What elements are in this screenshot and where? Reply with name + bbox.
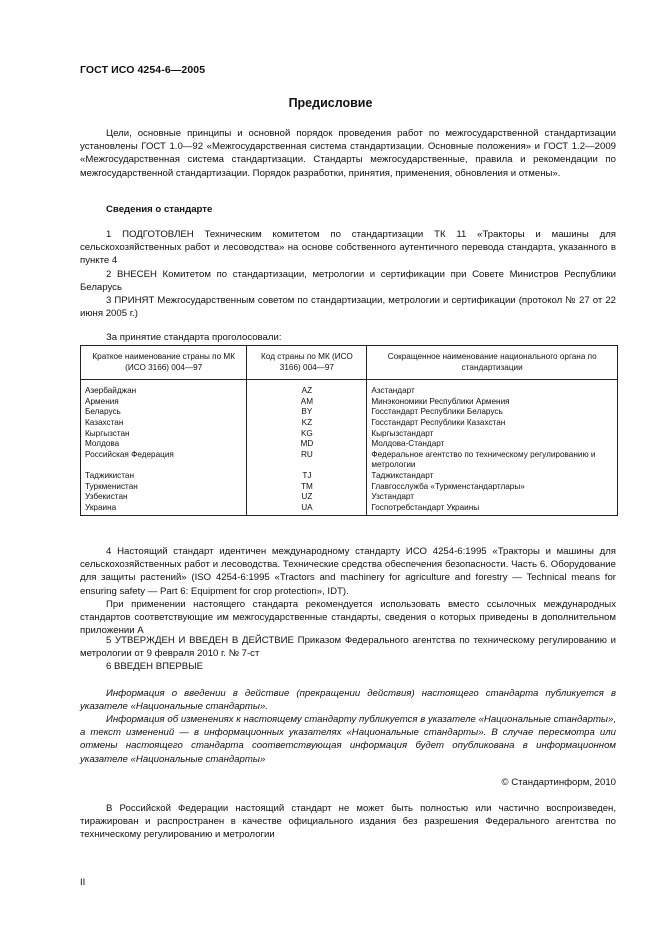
code-cell: UA: [247, 503, 367, 516]
table-row: [81, 503, 618, 516]
header-code: Код страны по МК (ИСО 3166) 004—97: [247, 346, 367, 380]
voting-table: [80, 345, 618, 516]
intro-paragraph: Цели, основные принципы и основной порядок проведения работ по межгосударственной стандартизации установлены ГОСТ 1.0—92 «Межгосударственная система стандартизации. Основные положения» и ГОСТ 1.2—2009 «Межгосударственная система стандартизации. Стандарты межгосударственные, правила и рекомендации по межгосударственной стандартизации. Порядок разработки, принятия, применения, обновления и отмены».: [80, 128, 616, 179]
code-cell: KZ: [247, 418, 367, 429]
org-cell: Азстандарт: [367, 380, 618, 397]
table-row: [81, 471, 618, 482]
item-4-note: При применении настоящего стандарта рекомендуется использовать вместо ссылочных международных стандартов соответствующие им межгосударственные стандарты, сведения о которых приведены в дополнительном приложении А: [80, 599, 616, 637]
code-cell: UZ: [247, 492, 367, 503]
document-code-header: ГОСТ ИСО 4254-6—2005: [80, 64, 206, 76]
table-row: [81, 482, 618, 493]
table-row: [81, 429, 618, 440]
country-cell: Узбекистан: [81, 492, 247, 503]
code-cell: KG: [247, 429, 367, 440]
table-row: [81, 418, 618, 429]
country-cell: Российская Федерация: [81, 450, 247, 471]
code-cell: RU: [247, 450, 367, 471]
copyright: © Стандартинформ, 2010: [501, 777, 616, 788]
org-cell: Госстандарт Республики Беларусь: [367, 407, 618, 418]
org-cell: Узстандарт: [367, 492, 618, 503]
vote-caption: За принятие стандарта проголосовали:: [106, 332, 282, 343]
org-cell: Таджикстандарт: [367, 471, 618, 482]
country-cell: Молдова: [81, 439, 247, 450]
table-row: [81, 407, 618, 418]
item-1: 1 ПОДГОТОВЛЕН Техническим комитетом по стандартизации ТК 11 «Тракторы и машины для сельскохозяйственных работ и лесоводства» на основе собственного аутентичного перевода стандарта, указанного в пункте 4: [80, 229, 616, 267]
code-cell: TJ: [247, 471, 367, 482]
country-cell: Казахстан: [81, 418, 247, 429]
item-3: 3 ПРИНЯТ Межгосударственным советом по стандартизации, метрологии и сертификации (протокол № 27 от 22 июня 2005 г.): [80, 295, 616, 320]
table-row: [81, 439, 618, 450]
table-row: [81, 397, 618, 408]
org-cell: Федеральное агентство по техническому регулированию и метрологии: [367, 450, 618, 471]
code-cell: TM: [247, 482, 367, 493]
page-number: II: [80, 877, 86, 888]
info-publication-note: Информация о введении в действие (прекращении действия) настоящего стандарта публикуется в указателе «Национальные стандарты».: [80, 688, 616, 713]
header-country: Краткое наименование страны по МК (ИСО 3166) 004—97: [81, 346, 247, 380]
item-6: 6 ВВЕДЕН ВПЕРВЫЕ: [106, 661, 204, 672]
country-cell: Беларусь: [81, 407, 247, 418]
item-2: 2 ВНЕСЕН Комитетом по стандартизации, метрологии и сертификации при Совете Министров Республики Беларусь: [80, 269, 616, 294]
info-heading: Сведения о стандарте: [106, 204, 213, 215]
page-title: Предисловие: [288, 96, 373, 110]
code-cell: BY: [247, 407, 367, 418]
org-cell: Минэкономики Республики Армения: [367, 397, 618, 408]
table-header-row: [81, 346, 618, 380]
org-cell: Госпотребстандарт Украины: [367, 503, 618, 516]
country-cell: Армения: [81, 397, 247, 408]
code-cell: AM: [247, 397, 367, 408]
country-cell: Кыргызстан: [81, 429, 247, 440]
org-cell: Госстандарт Республики Казахстан: [367, 418, 618, 429]
org-cell: Молдова-Стандарт: [367, 439, 618, 450]
code-cell: MD: [247, 439, 367, 450]
org-cell: Кыргызстандарт: [367, 429, 618, 440]
table-row: [81, 492, 618, 503]
code-cell: AZ: [247, 380, 367, 397]
header-organization: Сокращенное наименование национального органа по стандартизации: [367, 346, 618, 380]
country-cell: Туркменистан: [81, 482, 247, 493]
table-row: [81, 450, 618, 471]
country-cell: Азербайджан: [81, 380, 247, 397]
reproduction-notice: В Российской Федерации настоящий стандарт не может быть полностью или частично воспроизведен, тиражирован и распространен в качестве официального издания без разрешения Федерального агентства по техническому регулированию и метрологии: [80, 803, 616, 841]
country-cell: Таджикистан: [81, 471, 247, 482]
org-cell: Главгосслужба «Туркменстандартлары»: [367, 482, 618, 493]
info-changes-note: Информация об изменениях к настоящему стандарту публикуется в указателе «Национальные стандарты», а текст изменений — в информационных указателях «Национальные стандарты». В случае пересмотра или отмены настоящего стандарта соответствующая информация будет опубликована в информационном указателе «Национальные стандарты»: [80, 714, 616, 765]
table-row: [81, 380, 618, 397]
item-5: 5 УТВЕРЖДЕН И ВВЕДЕН В ДЕЙСТВИЕ Приказом Федерального агентства по техническому регулированию и метрологии от 9 февраля 2010 г. № 7-ст: [80, 635, 616, 660]
country-cell: Украина: [81, 503, 247, 516]
item-4: 4 Настоящий стандарт идентичен международному стандарту ИСО 4254-6:1995 «Тракторы и машины для сельскохозяйственных работ и лесоводства. Технические средства обеспечения безопасности. Часть 6. Оборудование для защиты растений» (ISO 4254-6:1995 «Tractors and machinery for agriculture and forestry — Technical means for ensuring safety — Part 6: Equipment for crop protection», IDT).: [80, 546, 616, 597]
